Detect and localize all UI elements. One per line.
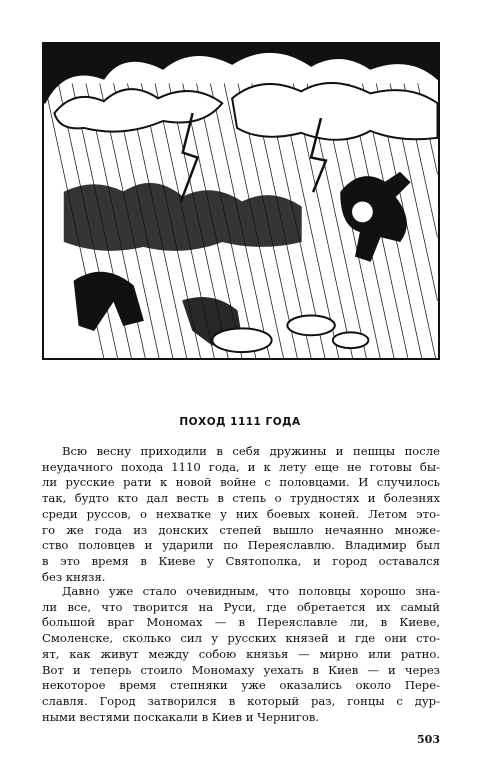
text-line: некоторое время степняки уже оказались около Пере- [42,678,440,693]
page-number: 503 [417,733,440,746]
section-heading: ПОХОД 1111 ГОДА [179,416,301,428]
text-line: Давно уже стало очевидным, что половцы хорошо зна- [62,584,440,598]
paragraph-2 [42,584,440,725]
text-line: среди руссов, о нехватке у них боевых коней. Летом это- [42,506,440,521]
paragraph-1 [42,444,440,585]
storm-clouds [45,44,438,140]
woodcut-drawing [44,44,438,358]
text-line: без князя. [42,569,106,584]
woodcut-illustration-battle-in-rain [42,42,440,360]
text-line: го же года из донских степей вышло нечаянно множе- [42,522,440,537]
text-line: славля. Город затворился в который раз, гонцы с дур- [42,693,440,708]
text-line: ли русские рати к новой войне с половцами. И случилось [42,475,440,490]
text-line: ство половцев и ударили по Переяславлю. Владимир был [42,538,440,553]
text-line: ят, как живут между собою князья — мирно или ратно. [42,646,440,661]
text-line: Всю весну приходили в себя дружины и пешцы после [62,444,440,458]
text-line: ными вестями поскакали в Киев и Чернигов. [42,709,320,724]
text-line: неудачного похода 1110 года, и к лету еще не готовы бы- [42,459,440,474]
text-line: Вот и теперь стоило Мономаху уехать в Киев — и через [42,662,440,677]
text-line: так, будто кто дал весть в степь о трудностях и болезнях [42,491,440,506]
text-line: большой враг Мономах — в Переяславле ли, в Киеве, [42,615,440,630]
text-line: Смоленске, сколько сил у русских князей и где они сто- [42,631,440,646]
text-line: ли все, что творится на Руси, где обретается их самый [42,599,440,614]
text-line: в это время в Киеве у Святополка, и город оставался [42,553,440,568]
